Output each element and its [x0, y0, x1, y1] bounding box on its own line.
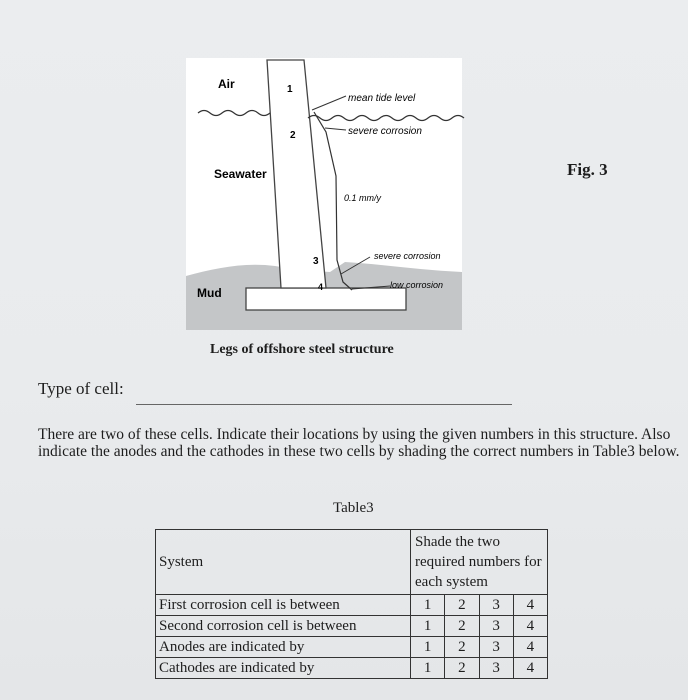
- table-row: [156, 637, 548, 658]
- header-shade: Shade the two required numbers for each system: [411, 530, 548, 595]
- question-instructions: There are two of these cells. Indicate their locations by using the given numbers in this structure. Also indicate the anodes and the cathodes in these two cells by shading the correct numbers in Table3 below.: [38, 426, 680, 460]
- row-label: Second corrosion cell is between: [156, 616, 411, 637]
- row-label: Cathodes are indicated by: [156, 658, 411, 679]
- type-of-cell-label: Type of cell:: [38, 379, 124, 398]
- figure-caption: Legs of offshore steel structure: [210, 342, 394, 357]
- low-corrosion-label: low corrosion: [390, 280, 444, 290]
- severe-corrosion-bottom-label: severe corrosion: [374, 251, 441, 261]
- rate-label: 0.1 mm/y: [344, 193, 382, 203]
- air-label: Air: [218, 77, 235, 91]
- table-row: [156, 595, 548, 616]
- mean-tide-label: mean tide level: [348, 93, 416, 104]
- number-cell[interactable]: 1: [411, 595, 445, 616]
- number-cell[interactable]: 3: [479, 637, 513, 658]
- row-label: First corrosion cell is between: [156, 595, 411, 616]
- point-2-label: 2: [290, 130, 296, 141]
- point-3-label: 3: [313, 256, 319, 267]
- number-cell[interactable]: 1: [411, 658, 445, 679]
- point-1-label: 1: [287, 84, 293, 95]
- table-row: [156, 658, 548, 679]
- number-cell[interactable]: 1: [411, 637, 445, 658]
- number-cell[interactable]: 3: [479, 616, 513, 637]
- point-4-label: 4: [318, 282, 324, 292]
- number-cell[interactable]: 2: [445, 658, 479, 679]
- number-cell[interactable]: 3: [479, 658, 513, 679]
- foundation-block: [246, 288, 406, 310]
- number-cell[interactable]: 3: [479, 595, 513, 616]
- system-table: [155, 529, 548, 679]
- figure-number: Fig. 3: [567, 160, 608, 179]
- number-cell[interactable]: 2: [445, 595, 479, 616]
- number-cell[interactable]: 4: [513, 658, 547, 679]
- number-cell[interactable]: 2: [445, 637, 479, 658]
- severe-corrosion-top-label: severe corrosion: [348, 126, 422, 137]
- table-row: [156, 616, 548, 637]
- number-cell[interactable]: 1: [411, 616, 445, 637]
- header-system: System: [156, 530, 411, 595]
- seawater-label: Seawater: [214, 167, 267, 181]
- type-of-cell-answer-line[interactable]: [136, 404, 512, 405]
- mud-label: Mud: [197, 286, 222, 300]
- row-label: Anodes are indicated by: [156, 637, 411, 658]
- table-header-row: [156, 530, 548, 595]
- number-cell[interactable]: 4: [513, 637, 547, 658]
- number-cell[interactable]: 4: [513, 595, 547, 616]
- table-title: Table3: [333, 500, 374, 516]
- number-cell[interactable]: 4: [513, 616, 547, 637]
- number-cell[interactable]: 2: [445, 616, 479, 637]
